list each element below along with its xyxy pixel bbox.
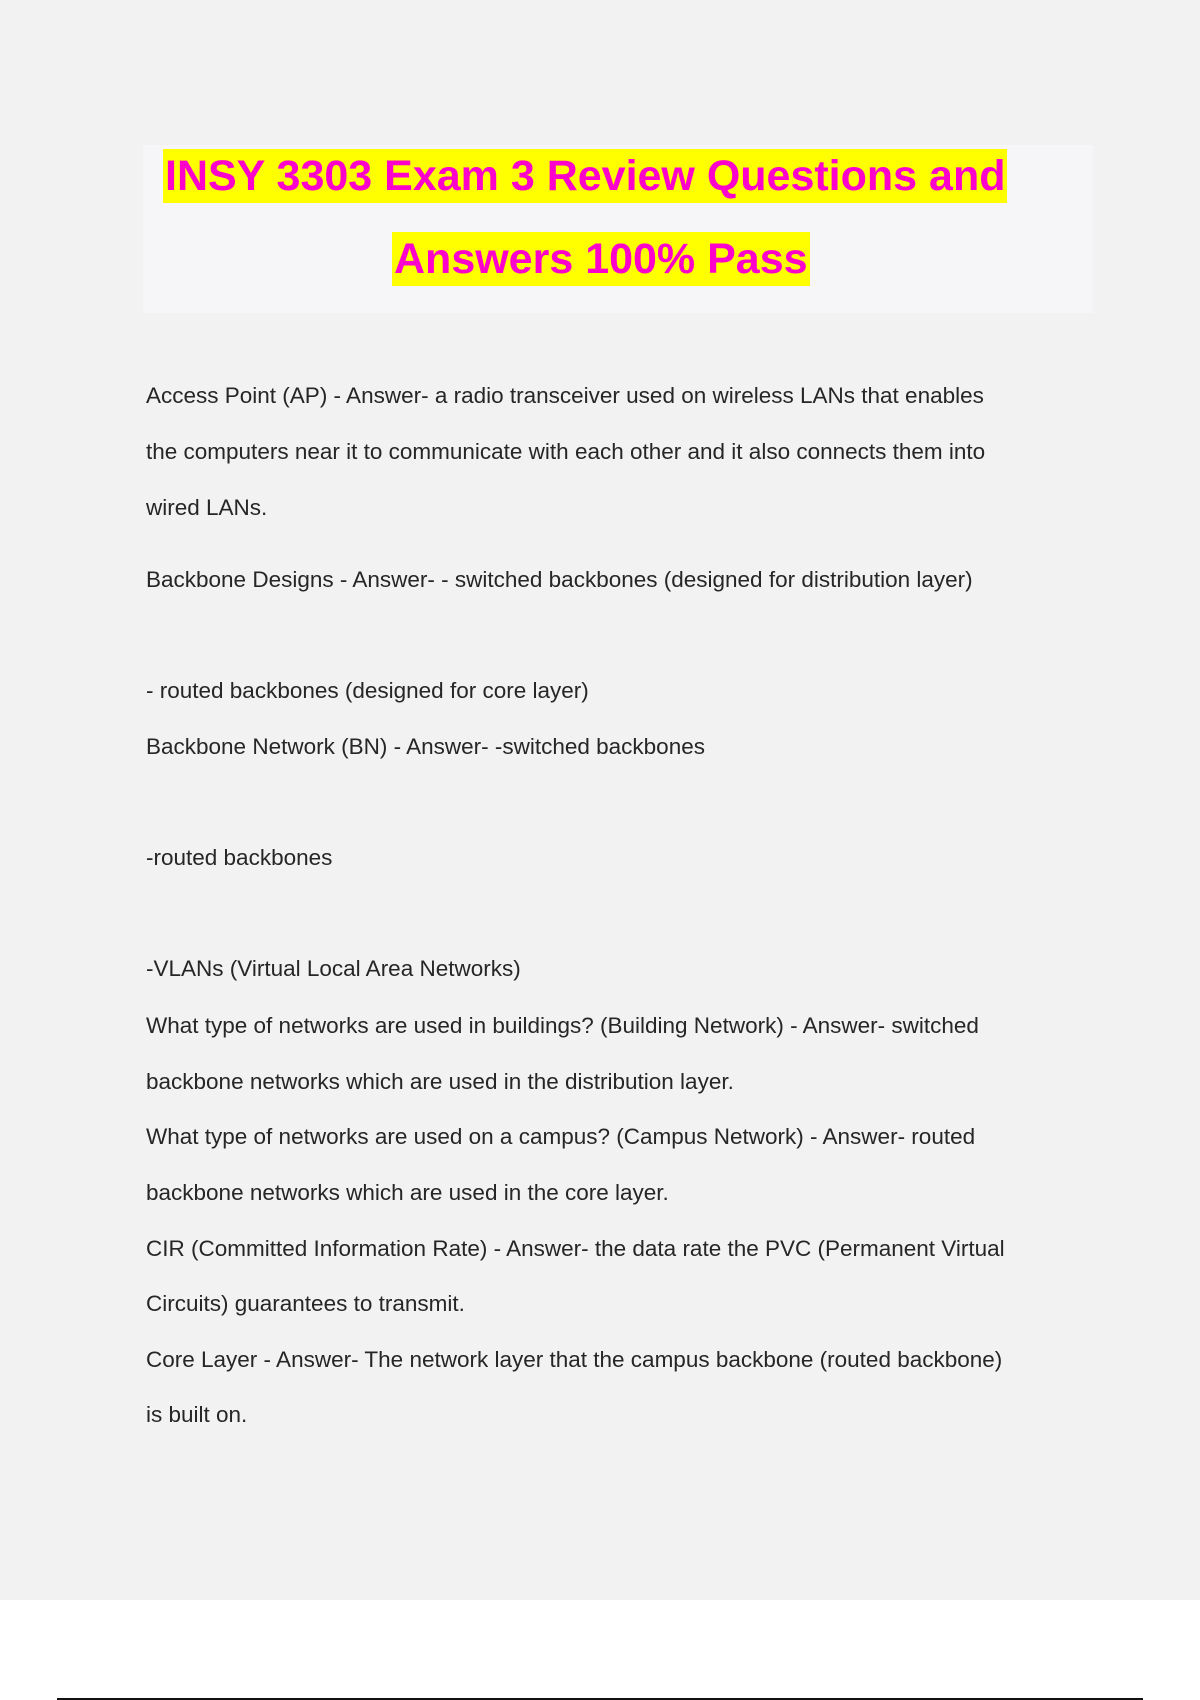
paragraph-line: What type of networks are used on a campus? (Campus Network) - Answer- routed [146, 1124, 976, 1149]
paragraph-line: - routed backbones (designed for core layer) [146, 678, 589, 703]
paragraph-line: wired LANs. [146, 495, 268, 520]
paragraph-line: -VLANs (Virtual Local Area Networks) [146, 956, 521, 981]
paragraph-line: CIR (Committed Information Rate) - Answer- the data rate the PVC (Permanent Virtual [146, 1236, 1005, 1261]
paragraph-line: backbone networks which are used in the distribution layer. [146, 1069, 734, 1094]
title-block [143, 145, 1093, 313]
paragraph-line: Access Point (AP) - Answer- a radio transceiver used on wireless LANs that enables [146, 383, 984, 408]
paragraph-line: is built on. [146, 1402, 248, 1427]
paragraph-line: Backbone Network (BN) - Answer- -switched backbones [146, 734, 705, 759]
paragraph-line: Circuits) guarantees to transmit. [146, 1291, 465, 1316]
paragraph-line: What type of networks are used in buildings? (Building Network) - Answer- switched [146, 1013, 979, 1038]
paragraph-line: -routed backbones [146, 845, 333, 870]
document-title-line-2: Answers 100% Pass [392, 232, 810, 286]
paragraph-line: Backbone Designs - Answer- - switched backbones (designed for distribution layer) [146, 567, 973, 592]
paragraph-line: the computers near it to communicate with each other and it also connects them into [146, 439, 986, 464]
document-title-line-1: INSY 3303 Exam 3 Review Questions and [163, 149, 1007, 203]
paragraph-line: backbone networks which are used in the core layer. [146, 1180, 669, 1205]
paragraph-line: Core Layer - Answer- The network layer that the campus backbone (routed backbone) [146, 1347, 1003, 1372]
